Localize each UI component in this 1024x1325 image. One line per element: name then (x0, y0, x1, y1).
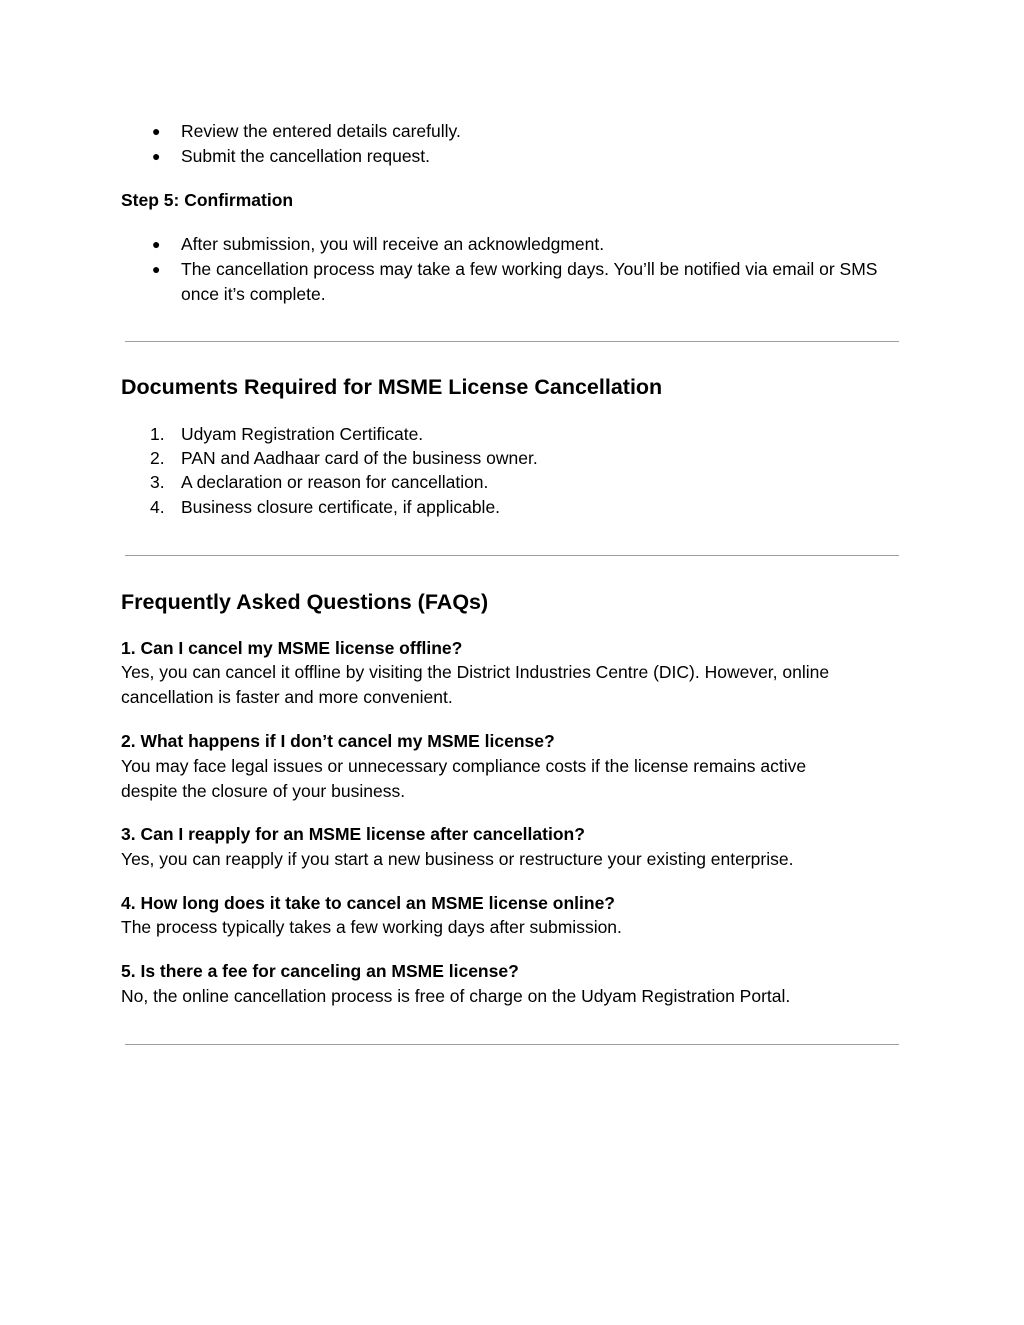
faq-question: 2. What happens if I don’t cancel my MSME license? (121, 731, 555, 751)
faq-question: 4. How long does it take to cancel an MSME license online? (121, 893, 615, 913)
list-number: 1. (150, 424, 165, 444)
list-number: 2. (150, 448, 165, 468)
list-item-text: After submission, you will receive an acknowledgment. (181, 234, 605, 254)
list-item-text: Udyam Registration Certificate. (181, 424, 424, 444)
faq-answer: You may face legal issues or unnecessary compliance costs if the license remains active despite the closure of your business. (121, 756, 807, 801)
horizontal-divider (125, 1044, 899, 1045)
section-heading: Frequently Asked Questions (FAQs) (121, 590, 489, 614)
bullet-icon: ● (152, 123, 161, 139)
faq-answer: Yes, you can cancel it offline by visiting the District Industries Centre (DIC). However, online cancellation is faster and more convenient. (121, 662, 830, 707)
list-item-text: The cancellation process may take a few working days. You’ll be notified via email or SMS once it’s complete. (181, 259, 878, 304)
step-title: Step 5: Confirmation (121, 190, 294, 210)
horizontal-divider (125, 555, 899, 556)
list-number: 4. (150, 497, 165, 517)
horizontal-divider (125, 341, 899, 342)
faq-answer: The process typically takes a few working days after submission. (121, 917, 622, 937)
bullet-icon: ● (152, 148, 161, 164)
bullet-icon: ● (152, 236, 161, 252)
list-item-text: Submit the cancellation request. (181, 146, 431, 166)
faq-question: 3. Can I reapply for an MSME license after cancellation? (121, 824, 585, 844)
list-item-text: Business closure certificate, if applicable. (181, 497, 501, 517)
faq-answer: No, the online cancellation process is free of charge on the Udyam Registration Portal. (121, 986, 791, 1006)
list-item-text: A declaration or reason for cancellation. (181, 472, 489, 492)
list-item-text: Review the entered details carefully. (181, 121, 461, 141)
faq-question: 1. Can I cancel my MSME license offline? (121, 638, 463, 658)
list-number: 3. (150, 472, 165, 492)
bullet-icon: ● (152, 261, 161, 277)
section-heading: Documents Required for MSME License Cancellation (121, 375, 663, 399)
list-item-text: PAN and Aadhaar card of the business owner. (181, 448, 538, 468)
faq-question: 5. Is there a fee for canceling an MSME license? (121, 961, 519, 981)
faq-answer: Yes, you can reapply if you start a new business or restructure your existing enterprise. (121, 849, 794, 869)
